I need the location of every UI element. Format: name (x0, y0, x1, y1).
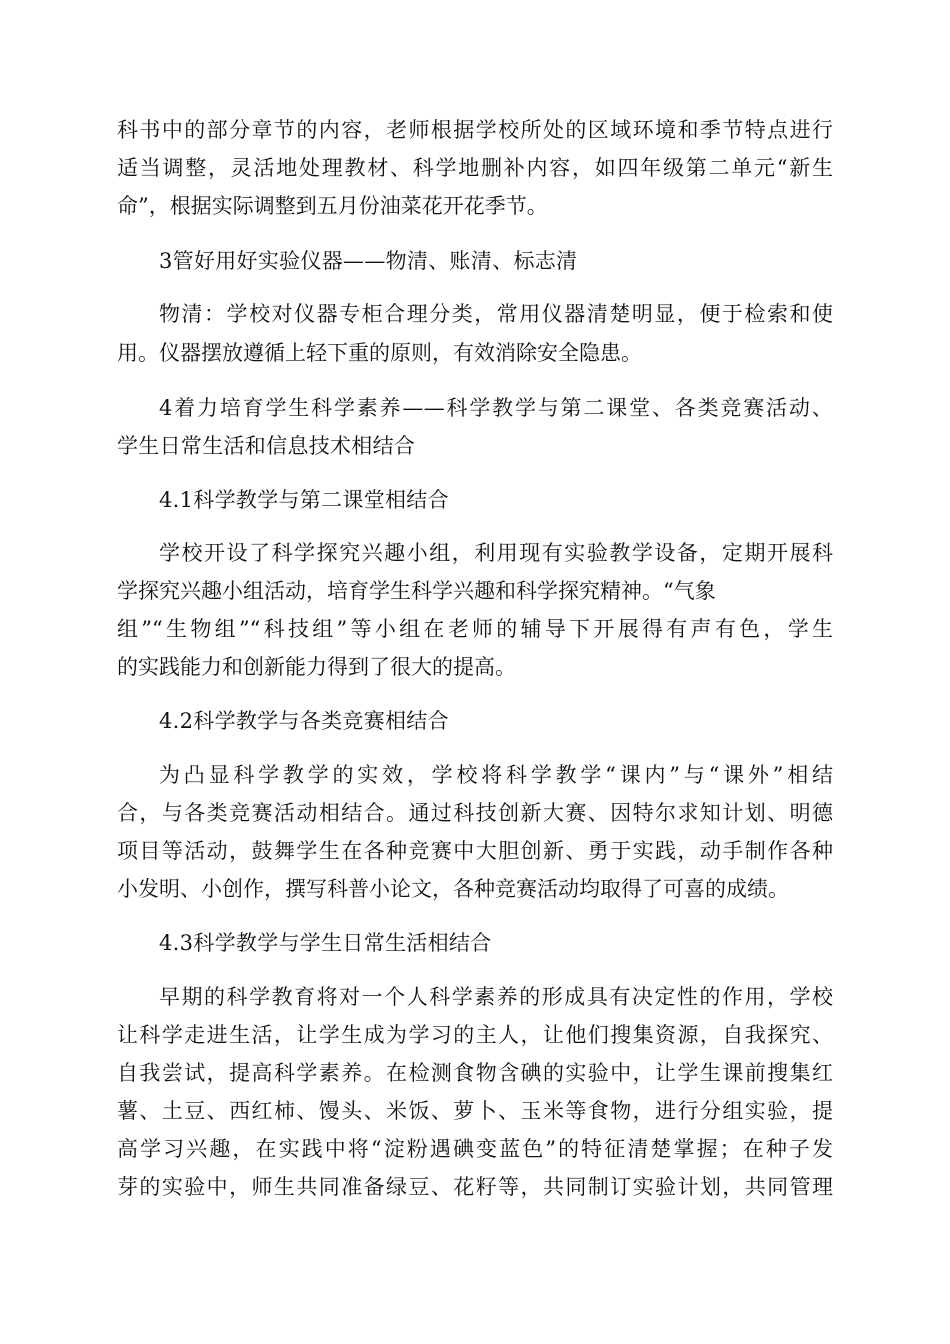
paragraph-line: 高学习兴趣，在实践中将“淀粉遇碘变蓝色”的特征清楚掌握；在种子发 (117, 1137, 833, 1161)
paragraph-line: 学校开设了科学探究兴趣小组，利用现有实验教学设备，定期开展科 (159, 541, 833, 565)
paragraph-line: 芽的实验中，师生共同准备绿豆、花籽等，共同制订实验计划，共同管理 (117, 1175, 833, 1199)
paragraph-line: 项目等活动，鼓舞学生在各种竞赛中大胆创新、勇于实践，动手制作各种 (117, 839, 833, 863)
section-heading: 4着力培育学生科学素养——科学教学与第二课堂、各类竞赛活动、 (159, 396, 833, 420)
paragraph-line: 科书中的部分章节的内容，老师根据学校所处的区域环境和季节特点进行 (117, 118, 833, 142)
section-heading: 3管好用好实验仪器——物清、账清、标志清 (159, 249, 578, 273)
paragraph-line: 命”，根据实际调整到五月份油菜花开花季节。 (117, 194, 548, 218)
paragraph-line: 为凸显科学教学的实效，学校将科学教学“课内”与“课外”相结 (159, 763, 833, 787)
section-heading: 学生日常生活和信息技术相结合 (117, 434, 416, 458)
paragraph-line: 物清：学校对仪器专柜合理分类，常用仪器清楚明显，便于检索和使 (159, 302, 833, 326)
paragraph-line: 小发明、小创作，撰写科普小论文，各种竞赛活动均取得了可喜的成绩。 (117, 877, 789, 901)
paragraph-line: 的实践能力和创新能力得到了很大的提高。 (117, 655, 516, 679)
paragraph-line: 自我尝试，提高科学素养。在检测食物含碘的实验中，让学生课前搜集红 (117, 1061, 833, 1085)
paragraph-line: 用。仪器摆放遵循上轻下重的原则，有效消除安全隐患。 (117, 341, 642, 365)
paragraph-line: 组”“生物组”“科技组”等小组在老师的辅导下开展得有声有色，学生 (117, 617, 833, 641)
subsection-heading: 4.3科学教学与学生日常生活相结合 (159, 931, 492, 955)
subsection-heading: 4.2科学教学与各类竞赛相结合 (159, 709, 449, 733)
paragraph-line: 学探究兴趣小组活动，培育学生科学兴趣和科学探究精神。“气象 (117, 579, 716, 603)
paragraph-line: 薯、土豆、西红柿、馒头、米饭、萝卜、玉米等食物，进行分组实验，提 (117, 1099, 833, 1123)
paragraph-line: 早期的科学教育将对一个人科学素养的形成具有决定性的作用，学校 (159, 985, 833, 1009)
subsection-heading: 4.1科学教学与第二课堂相结合 (159, 488, 449, 512)
paragraph-line: 合，与各类竞赛活动相结合。通过科技创新大赛、因特尔求知计划、明德 (117, 801, 833, 825)
paragraph-line: 适当调整，灵活地处理教材、科学地删补内容，如四年级第二单元“新生 (117, 156, 833, 180)
paragraph-line: 让科学走进生活，让学生成为学习的主人，让他们搜集资源，自我探究、 (117, 1023, 833, 1047)
